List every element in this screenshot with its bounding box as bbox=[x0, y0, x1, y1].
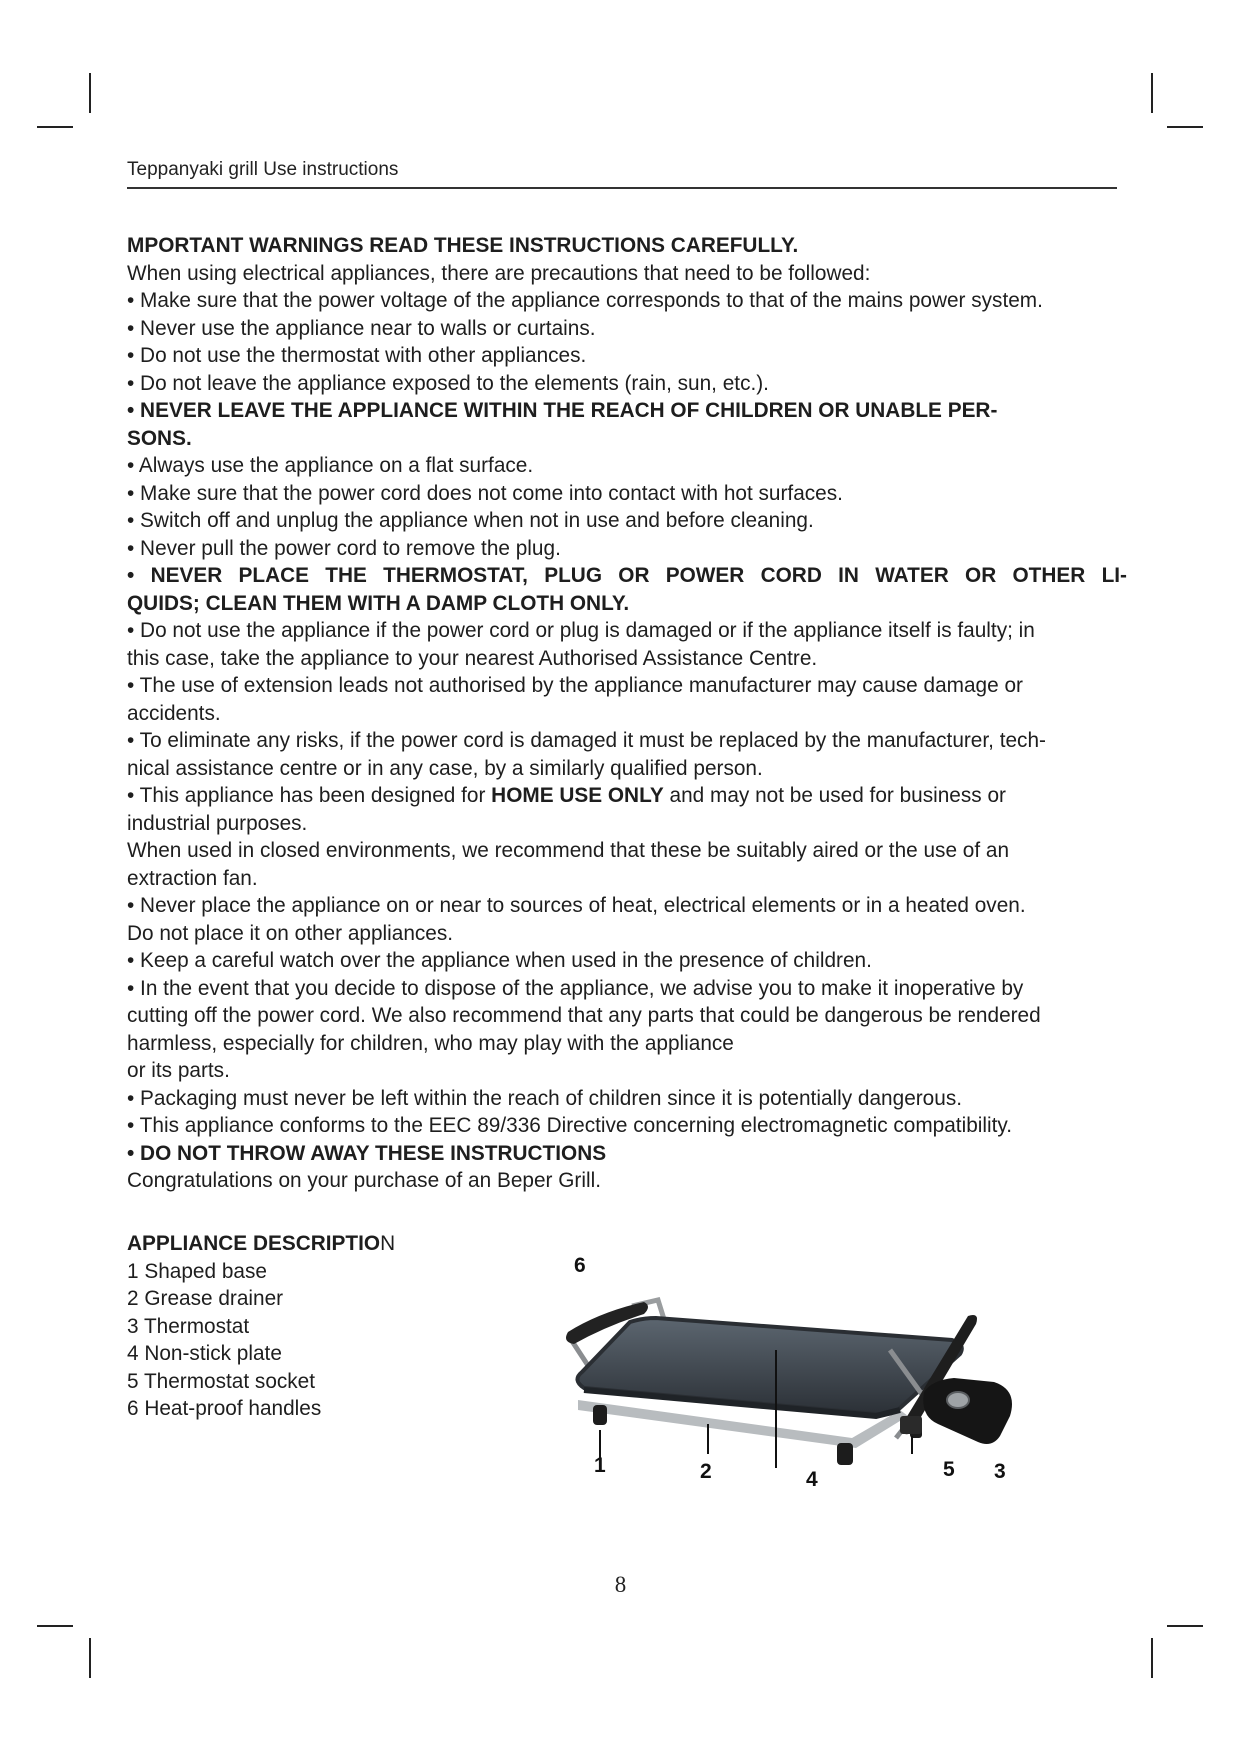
warning-item: • Do not leave the appliance exposed to the elements (rain, sun, etc.). bbox=[127, 371, 769, 395]
front-right-foot bbox=[837, 1443, 853, 1465]
warning-item bbox=[127, 727, 1127, 782]
crop-mark-top-right-horizontal bbox=[1167, 126, 1203, 128]
warning-item: • Keep a careful watch over the appliance when used in the presence of children. bbox=[127, 949, 872, 972]
warning-line: • In the event that you decide to dispose of the appliance, we advise you to make it inoperative by bbox=[127, 976, 1024, 1000]
figure-label-1: 1 bbox=[594, 1454, 606, 1477]
warning-item: • This appliance conforms to the EEC 89/336 Directive concerning electromagnetic compatibility. bbox=[127, 1114, 1013, 1137]
grill-figure bbox=[540, 1240, 1220, 1490]
description-item: 2 Grease drainer bbox=[127, 1287, 284, 1310]
home-use-only: HOME USE ONLY bbox=[491, 784, 664, 807]
warning-item: • Never use the appliance near to walls or curtains. bbox=[127, 316, 596, 340]
warning-line: • NEVER PLACE THE THERMOSTAT, PLUG OR POWER CORD IN WATER OR OTHER LI- bbox=[127, 564, 1127, 587]
warning-line: • NEVER LEAVE THE APPLIANCE WITHIN THE REACH OF CHILDREN OR UNABLE PER- bbox=[127, 399, 998, 422]
thermostat-knob bbox=[947, 1392, 969, 1408]
description-item: 1 Shaped base bbox=[127, 1259, 267, 1283]
warning-item-bold bbox=[127, 397, 1127, 452]
description-item: 3 Thermostat bbox=[127, 1314, 250, 1338]
warning-item bbox=[127, 892, 1127, 947]
crop-mark-bottom-left-horizontal bbox=[37, 1625, 73, 1627]
crop-mark-bottom-right-horizontal bbox=[1167, 1625, 1203, 1627]
grill-illustration bbox=[540, 1240, 1220, 1490]
description-item: 6 Heat-proof handles bbox=[127, 1397, 322, 1420]
warning-item: • Switch off and unplug the appliance when not in use and before cleaning. bbox=[127, 509, 814, 532]
warning-item: • Never pull the power cord to remove the plug. bbox=[127, 536, 561, 560]
crop-mark-top-left-vertical bbox=[89, 73, 91, 113]
crop-mark-top-left-horizontal bbox=[37, 126, 73, 128]
warning-item-bold bbox=[127, 562, 1127, 617]
thermostat-socket bbox=[900, 1416, 922, 1434]
description-item: 4 Non-stick plate bbox=[127, 1342, 282, 1365]
figure-label-5: 5 bbox=[943, 1458, 955, 1481]
warning-item bbox=[127, 837, 1127, 892]
description-title bbox=[127, 1230, 487, 1258]
warning-line: QUIDS; CLEAN THEM WITH A DAMP CLOTH ONLY. bbox=[127, 591, 630, 615]
warnings-section bbox=[127, 232, 1127, 1195]
warning-line: Do not place it on other appliances. bbox=[127, 921, 454, 945]
congratulations-text: Congratulations on your purchase of an Beper Grill. bbox=[127, 1169, 601, 1192]
description-item: 5 Thermostat socket bbox=[127, 1369, 316, 1393]
warning-item: • Packaging must never be left within the reach of children since it is potentially dangerous. bbox=[127, 1086, 962, 1110]
description-title-last: N bbox=[380, 1232, 396, 1255]
warning-line: • Do not use the appliance if the power cord or plug is damaged or if the appliance itself is faulty; in bbox=[127, 619, 1035, 642]
warning-line: SONS. bbox=[127, 426, 192, 450]
header-title: Teppanyaki grill Use instructions bbox=[127, 159, 399, 180]
warning-line: nical assistance centre or in any case, by a similarly qualified person. bbox=[127, 756, 763, 780]
warnings-intro: When using electrical appliances, there are precautions that need to be followed: bbox=[127, 261, 871, 285]
warning-item: • Always use the appliance on a flat surface. bbox=[127, 454, 534, 477]
warning-line: • Never place the appliance on or near to sources of heat, electrical elements or in a heated oven. bbox=[127, 894, 1026, 917]
warning-item: • Make sure that the power voltage of the appliance corresponds to that of the mains power system. bbox=[127, 289, 1043, 312]
warning-line: When used in closed environments, we recommend that these be suitably aired or the use of an bbox=[127, 839, 1010, 862]
warning-line: • To eliminate any risks, if the power cord is damaged it must be replaced by the manufacturer, tech- bbox=[127, 729, 1046, 752]
figure-label-6: 6 bbox=[574, 1254, 586, 1277]
description-title-main: APPLIANCE DESCRIPTIO bbox=[127, 1232, 381, 1255]
warning-line: this case, take the appliance to your nearest Authorised Assistance Centre. bbox=[127, 646, 818, 670]
thermostat-body bbox=[923, 1378, 1012, 1444]
running-header bbox=[127, 159, 1117, 189]
page-number: 8 bbox=[614, 1572, 627, 1597]
figure-label-4: 4 bbox=[806, 1468, 818, 1490]
warning-item bbox=[127, 672, 1127, 727]
warning-line: extraction fan. bbox=[127, 866, 258, 890]
figure-label-3: 3 bbox=[994, 1460, 1006, 1483]
appliance-description bbox=[127, 1230, 487, 1423]
warning-text: and may not be used for business or bbox=[663, 784, 1006, 807]
crop-mark-bottom-right-vertical bbox=[1151, 1638, 1153, 1678]
warning-line: • The use of extension leads not authorised by the appliance manufacturer may cause damage or bbox=[127, 674, 1023, 697]
warning-item: • Make sure that the power cord does not come into contact with hot surfaces. bbox=[127, 481, 843, 505]
warning-text: • This appliance has been designed for bbox=[127, 784, 492, 807]
warning-line: cutting off the power cord. We also recommend that any parts that could be dangerous be rendered bbox=[127, 1004, 1041, 1027]
warning-item bbox=[127, 782, 1127, 837]
keep-instructions-notice: • DO NOT THROW AWAY THESE INSTRUCTIONS bbox=[127, 1141, 607, 1165]
front-left-foot bbox=[593, 1405, 607, 1425]
figure-label-2: 2 bbox=[700, 1460, 712, 1483]
warning-line: or its parts. bbox=[127, 1059, 230, 1082]
warning-line: accidents. bbox=[127, 701, 221, 725]
warnings-heading: MPORTANT WARNINGS READ THESE INSTRUCTIONS CAREFULLY. bbox=[127, 234, 799, 257]
warning-item: • Do not use the thermostat with other appliances. bbox=[127, 344, 587, 367]
warning-item bbox=[127, 617, 1127, 672]
warning-line: industrial purposes. bbox=[127, 811, 308, 835]
warning-line: harmless, especially for children, who may play with the appliance bbox=[127, 1031, 734, 1055]
crop-mark-top-right-vertical bbox=[1151, 73, 1153, 113]
crop-mark-bottom-left-vertical bbox=[89, 1638, 91, 1678]
header-rule bbox=[127, 187, 1117, 189]
warning-item bbox=[127, 975, 1127, 1085]
